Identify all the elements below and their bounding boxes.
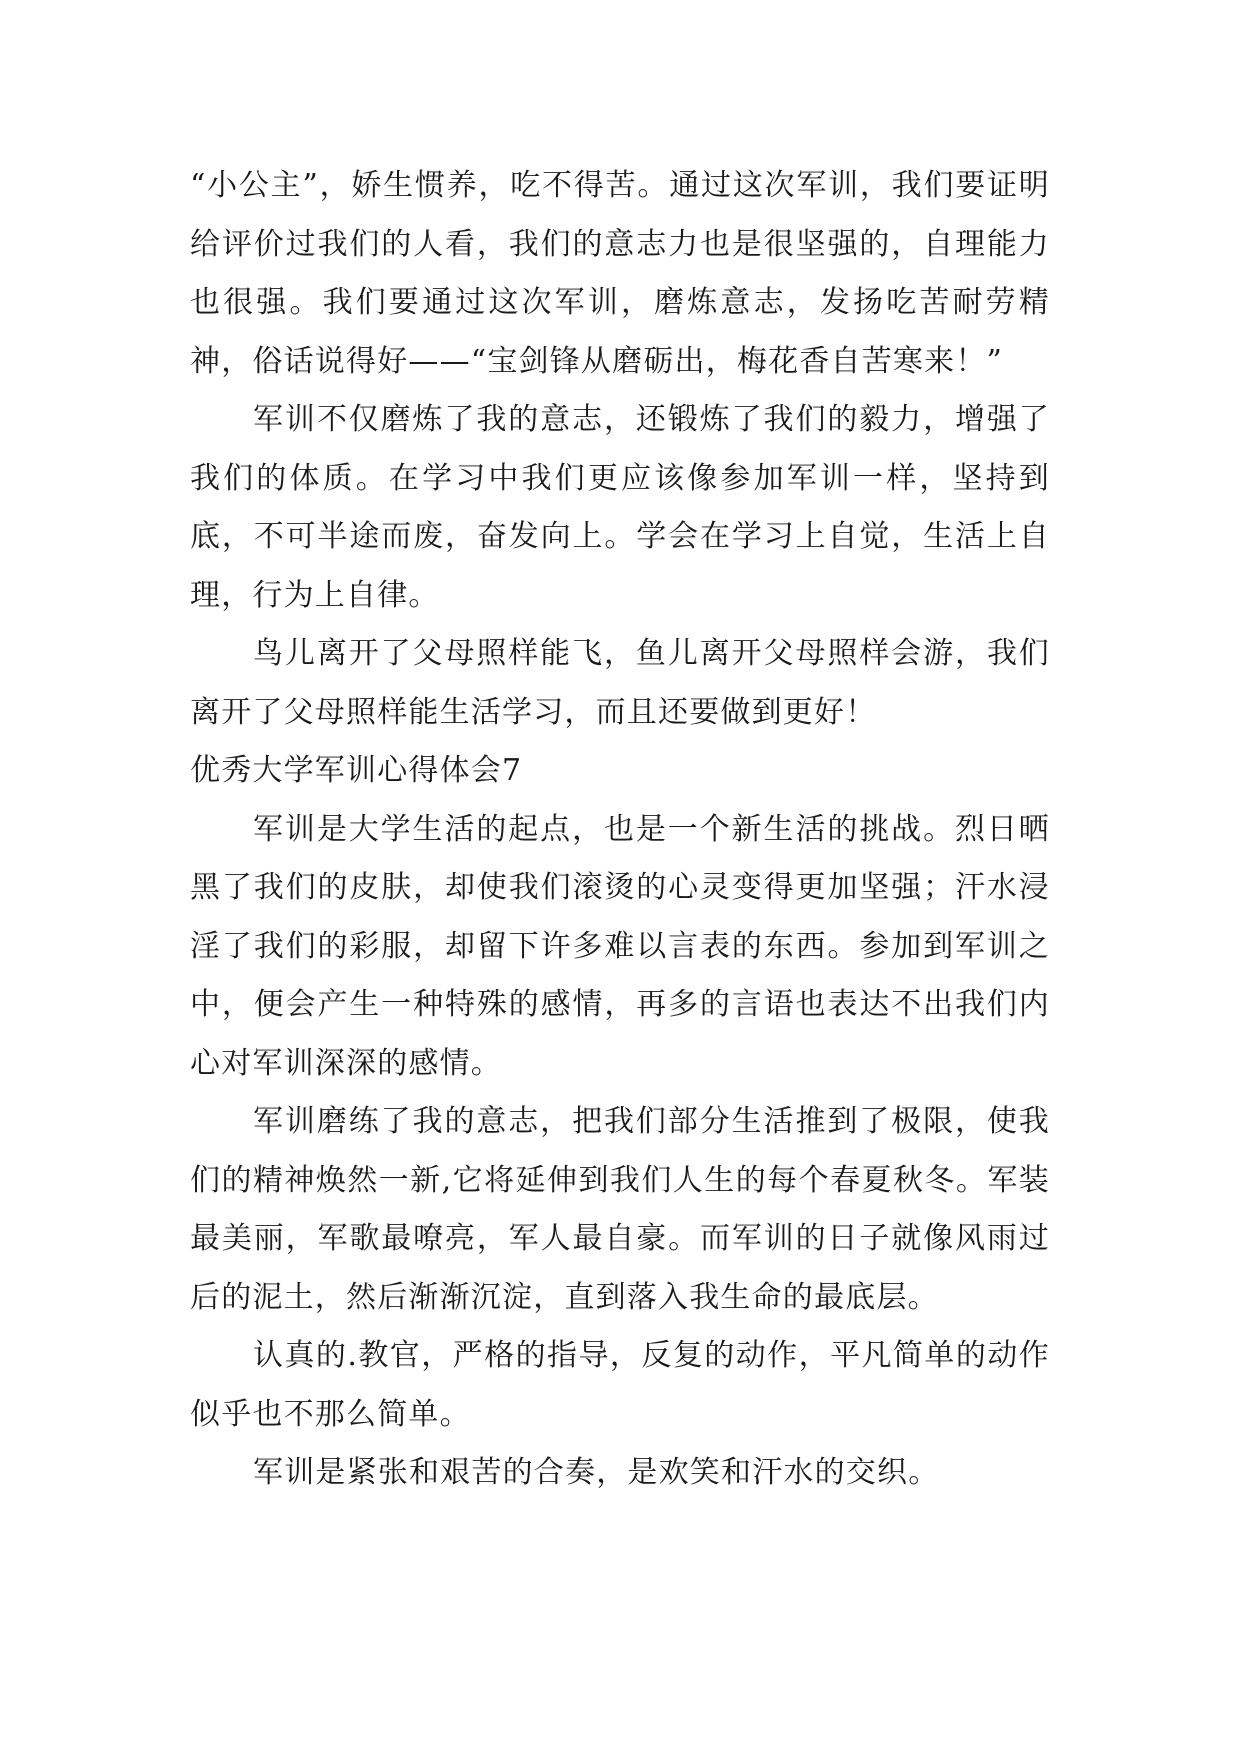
section-heading: 优秀大学军训心得体会7 [190, 753, 523, 788]
paragraph-3: 鸟儿离开了父母照样能飞，鱼儿离开父母照样会游，我们离开了父母照样能生活学习，而且还要做到更好！ [190, 636, 1050, 730]
paragraph-6: 认真的.教官，严格的指导，反复的动作，平凡简单的动作似乎也不那么简单。 [190, 1338, 1050, 1432]
paragraph-2: 军训不仅磨炼了我的意志，还锻炼了我们的毅力，增强了我们的体质。在学习中我们更应该像参加军训一样，坚持到底，不可半途而废，奋发向上。学会在学习上自觉，生活上自理，行为上自律。 [190, 402, 1050, 613]
paragraph-4: 军训是大学生活的起点，也是一个新生活的挑战。烈日晒黑了我们的皮肤，却使我们滚烫的心灵变得更加坚强；汗水浸淫了我们的彩服，却留下许多难以言表的东西。参加到军训之中，便会产生一种特殊的感情，再多的言语也表达不出我们内心对军训深深的感情。 [190, 811, 1050, 1081]
paragraph-1: “小公主”，娇生惯养，吃不得苦。通过这次军训，我们要证明给评价过我们的人看，我们的意志力也是很坚强的，自理能力也很强。我们要通过这次军训，磨炼意志，发扬吃苦耐劳精神，俗话说得好——“宝剑锋从磨砺出，梅花香自苦寒来！” [190, 168, 1050, 379]
paragraph-7: 军训是紧张和艰苦的合奏，是欢笑和汗水的交织。 [253, 1455, 940, 1490]
document-body [190, 157, 1050, 1503]
paragraph-5: 军训磨练了我的意志，把我们部分生活推到了极限，使我们的精神焕然一新,它将延伸到我们人生的每个春夏秋冬。军装最美丽，军歌最嘹亮，军人最自豪。而军训的日子就像风雨过后的泥土，然后渐渐沉淀，直到落入我生命的最底层。 [190, 1104, 1050, 1315]
